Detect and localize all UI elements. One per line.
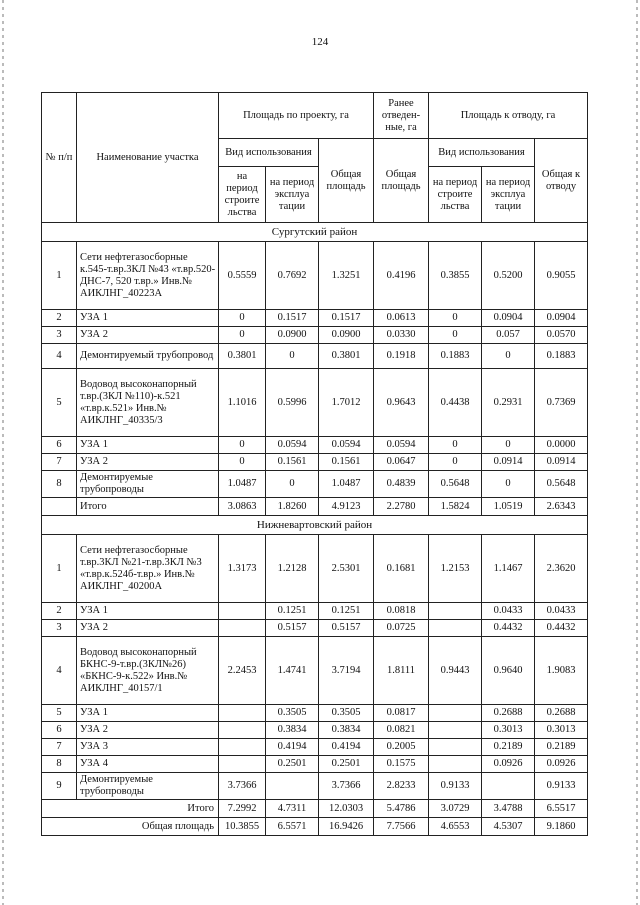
row-value: 0.1575: [374, 756, 429, 773]
row-value: 1.7012: [319, 369, 374, 437]
row-value: 0: [219, 310, 266, 327]
total-value: 5.4786: [374, 800, 429, 818]
row-num: 7: [42, 739, 77, 756]
row-value: 0.0914: [535, 454, 588, 471]
row-value: 3.7366: [219, 773, 266, 800]
row-name: УЗА 2: [77, 454, 219, 471]
row-name: Демонтируемый трубопровод: [77, 344, 219, 369]
row-value: 2.2453: [219, 637, 266, 705]
row-value: 0.1251: [266, 603, 319, 620]
total-value: 1.5824: [429, 498, 482, 516]
table-row: [42, 327, 588, 344]
table-row: [42, 437, 588, 454]
row-value: 1.3173: [219, 535, 266, 603]
row-value: 0.5200: [482, 242, 535, 310]
row-value: 0: [482, 344, 535, 369]
row-value: 0.0818: [374, 603, 429, 620]
table-row: [42, 369, 588, 437]
row-name: Водовод высоконапорный БКНС-9-т.вр.(3КЛ№26) «БКНС-9-к.522» Инв.№ АИКЛНГ_40157/1: [77, 637, 219, 705]
row-num: 7: [42, 454, 77, 471]
row-value: 0: [429, 327, 482, 344]
grand-total-value: 7.7566: [374, 818, 429, 836]
row-value: 0.3801: [219, 344, 266, 369]
row-value: 0.0926: [482, 756, 535, 773]
row-value: 0.2688: [535, 705, 588, 722]
row-value: 0.2005: [374, 739, 429, 756]
row-value: 0.0433: [482, 603, 535, 620]
row-value: 0.2688: [482, 705, 535, 722]
total-value: 12.0303: [319, 800, 374, 818]
row-value: 0.4194: [319, 739, 374, 756]
header-allot-area: Площадь к отводу, га: [429, 93, 588, 139]
section-title: Сургутский район: [42, 223, 588, 242]
total-value: 2.6343: [535, 498, 588, 516]
row-value: 0: [219, 437, 266, 454]
row-value: 0.1517: [266, 310, 319, 327]
row-name: УЗА 2: [77, 722, 219, 739]
row-value: 0.4196: [374, 242, 429, 310]
row-num: 6: [42, 722, 77, 739]
row-value: 0.1883: [429, 344, 482, 369]
row-name: Демонтируемые трубопроводы: [77, 773, 219, 800]
table-row: [42, 722, 588, 739]
row-value: [429, 705, 482, 722]
row-value: [429, 603, 482, 620]
row-value: 1.2153: [429, 535, 482, 603]
row-value: 0: [429, 310, 482, 327]
row-value: 0.0000: [535, 437, 588, 454]
row-value: 0.9133: [535, 773, 588, 800]
header-operation-allot: на период эксплуа тации: [482, 167, 535, 223]
row-value: 0.0821: [374, 722, 429, 739]
header-total-proj: Общая площадь: [319, 139, 374, 223]
total-value: 1.8260: [266, 498, 319, 516]
row-num: 4: [42, 344, 77, 369]
row-value: 0.0433: [535, 603, 588, 620]
row-value: 0.5157: [319, 620, 374, 637]
table-row: [42, 773, 588, 800]
section-row: [42, 516, 588, 535]
row-value: 0.1561: [266, 454, 319, 471]
row-value: 0.5648: [535, 471, 588, 498]
grand-total-row: [42, 818, 588, 836]
header-use-type-proj: Вид использования: [219, 139, 319, 167]
total-value: 7.2992: [219, 800, 266, 818]
row-value: 0.4194: [266, 739, 319, 756]
row-value: 2.3620: [535, 535, 588, 603]
row-value: [219, 603, 266, 620]
row-num: 1: [42, 535, 77, 603]
row-name: УЗА 1: [77, 603, 219, 620]
row-num: 3: [42, 327, 77, 344]
row-value: 3.7366: [319, 773, 374, 800]
row-value: 0: [266, 471, 319, 498]
row-value: 0.5157: [266, 620, 319, 637]
row-value: 0.0725: [374, 620, 429, 637]
row-value: 0.0594: [266, 437, 319, 454]
total-value: 3.4788: [482, 800, 535, 818]
row-value: 1.8111: [374, 637, 429, 705]
row-value: 0.9443: [429, 637, 482, 705]
row-name: УЗА 4: [77, 756, 219, 773]
section-title: Нижневартовский район: [42, 516, 588, 535]
row-value: 0.0900: [266, 327, 319, 344]
row-value: [482, 773, 535, 800]
header-num: № п/п: [42, 93, 77, 223]
row-num: 2: [42, 603, 77, 620]
row-value: [429, 620, 482, 637]
table-row: [42, 242, 588, 310]
row-value: 0.9133: [429, 773, 482, 800]
header-earlier: Ранее отведен-ные, га: [374, 93, 429, 139]
header-total-allot: Общая к отводу: [535, 139, 588, 223]
row-value: 1.2128: [266, 535, 319, 603]
row-value: 3.7194: [319, 637, 374, 705]
row-value: 0.3505: [319, 705, 374, 722]
row-num: 6: [42, 437, 77, 454]
row-value: 0.1251: [319, 603, 374, 620]
header-total-earlier: Общая площадь: [374, 139, 429, 223]
row-value: 0.3013: [535, 722, 588, 739]
row-value: 2.5301: [319, 535, 374, 603]
grand-total-value: 4.6553: [429, 818, 482, 836]
row-value: 0: [219, 327, 266, 344]
row-value: 0.0926: [535, 756, 588, 773]
row-value: [429, 756, 482, 773]
total-row: [42, 498, 588, 516]
header-proj-area: Площадь по проекту, га: [219, 93, 374, 139]
row-num: 8: [42, 471, 77, 498]
row-value: 1.1016: [219, 369, 266, 437]
row-num: 3: [42, 620, 77, 637]
row-value: [219, 620, 266, 637]
row-value: 1.0487: [319, 471, 374, 498]
row-value: 0.4438: [429, 369, 482, 437]
total-value: 3.0729: [429, 800, 482, 818]
total-label: Итого: [77, 498, 219, 516]
table-row: [42, 756, 588, 773]
row-value: 0: [429, 454, 482, 471]
total-value: 2.2780: [374, 498, 429, 516]
total-num-empty: [42, 498, 77, 516]
row-name: Сети нефтегазосборные т.вр.3КЛ №21-т.вр.3КЛ №3 «т.вр.к.524б-т.вр.» Инв.№ АИКЛНГ_40200А: [77, 535, 219, 603]
row-value: 0.1561: [319, 454, 374, 471]
row-value: 0.4839: [374, 471, 429, 498]
header-construction-proj: на период строите льства: [219, 167, 266, 223]
row-value: [266, 773, 319, 800]
row-name: УЗА 1: [77, 437, 219, 454]
row-value: 0.0817: [374, 705, 429, 722]
row-value: 0.3801: [319, 344, 374, 369]
page-number: 124: [311, 36, 329, 48]
row-value: 1.0487: [219, 471, 266, 498]
total-value: 3.0863: [219, 498, 266, 516]
total-label: Итого: [42, 800, 219, 818]
row-value: [429, 739, 482, 756]
header-use-type-allot: Вид использования: [429, 139, 535, 167]
row-value: 0.9643: [374, 369, 429, 437]
row-value: 0.5559: [219, 242, 266, 310]
grand-total-value: 9.1860: [535, 818, 588, 836]
row-value: 0.0900: [319, 327, 374, 344]
row-value: [219, 705, 266, 722]
row-value: 0.4432: [482, 620, 535, 637]
total-row: [42, 800, 588, 818]
section-row: [42, 223, 588, 242]
row-name: УЗА 1: [77, 310, 219, 327]
grand-total-value: 4.5307: [482, 818, 535, 836]
row-value: 0.2931: [482, 369, 535, 437]
row-value: 2.8233: [374, 773, 429, 800]
row-value: 0.1681: [374, 535, 429, 603]
row-value: [219, 739, 266, 756]
row-value: 0.0904: [482, 310, 535, 327]
row-value: 0.0330: [374, 327, 429, 344]
row-value: 0.0594: [374, 437, 429, 454]
row-value: 0.2501: [266, 756, 319, 773]
row-value: 0: [429, 437, 482, 454]
row-name: УЗА 3: [77, 739, 219, 756]
row-value: [429, 722, 482, 739]
table-row: [42, 603, 588, 620]
row-value: 0.2501: [319, 756, 374, 773]
row-num: 1: [42, 242, 77, 310]
row-name: УЗА 2: [77, 620, 219, 637]
scan-edge-right: [636, 0, 638, 905]
total-value: 1.0519: [482, 498, 535, 516]
grand-total-value: 10.3855: [219, 818, 266, 836]
header-operation-proj: на период эксплуа тации: [266, 167, 319, 223]
row-num: 4: [42, 637, 77, 705]
row-name: УЗА 2: [77, 327, 219, 344]
row-value: 0.5996: [266, 369, 319, 437]
row-num: 5: [42, 369, 77, 437]
row-value: 1.9083: [535, 637, 588, 705]
grand-total-value: 6.5571: [266, 818, 319, 836]
row-value: 0.5648: [429, 471, 482, 498]
table-row: [42, 739, 588, 756]
row-value: 0.0613: [374, 310, 429, 327]
row-value: 0.9055: [535, 242, 588, 310]
row-value: 0.0914: [482, 454, 535, 471]
row-value: 0.3834: [266, 722, 319, 739]
row-name: УЗА 1: [77, 705, 219, 722]
table-row: [42, 344, 588, 369]
row-value: 1.3251: [319, 242, 374, 310]
row-value: 1.1467: [482, 535, 535, 603]
total-value: 4.7311: [266, 800, 319, 818]
table-row: [42, 454, 588, 471]
table-row: [42, 471, 588, 498]
row-num: 8: [42, 756, 77, 773]
row-name: Водовод высоконапорный т.вр.(3КЛ №110)-к.521 «т.вр.к.521» Инв.№ АИКЛНГ_40335/3: [77, 369, 219, 437]
grand-total-label: Общая площадь: [42, 818, 219, 836]
table-row: [42, 535, 588, 603]
row-value: 0: [482, 471, 535, 498]
row-value: 0.3013: [482, 722, 535, 739]
land-area-table: [41, 92, 588, 836]
row-value: 0.9640: [482, 637, 535, 705]
row-value: 0.2189: [482, 739, 535, 756]
scan-edge-left: [2, 0, 4, 905]
row-value: 0.057: [482, 327, 535, 344]
row-value: 0.7369: [535, 369, 588, 437]
table-row: [42, 620, 588, 637]
row-name: Сети нефтегазосборные к.545-т.вр.3КЛ №43 «т.вр.520-ДНС-7, 520 т.вр.» Инв.№ АИКЛНГ_40223А: [77, 242, 219, 310]
row-value: 0.7692: [266, 242, 319, 310]
row-value: 0.0570: [535, 327, 588, 344]
row-value: 1.4741: [266, 637, 319, 705]
total-value: 4.9123: [319, 498, 374, 516]
row-value: 0.0647: [374, 454, 429, 471]
row-value: 0.1883: [535, 344, 588, 369]
table-row: [42, 310, 588, 327]
table-row: [42, 637, 588, 705]
row-value: 0.3834: [319, 722, 374, 739]
grand-total-value: 16.9426: [319, 818, 374, 836]
row-value: 0: [266, 344, 319, 369]
total-value: 6.5517: [535, 800, 588, 818]
row-num: 9: [42, 773, 77, 800]
row-value: [219, 722, 266, 739]
row-value: 0.0904: [535, 310, 588, 327]
header-name: Наименование участка: [77, 93, 219, 223]
row-value: 0.1517: [319, 310, 374, 327]
row-num: 2: [42, 310, 77, 327]
row-num: 5: [42, 705, 77, 722]
header-construction-allot: на период строите льства: [429, 167, 482, 223]
row-value: 0.2189: [535, 739, 588, 756]
row-value: 0.3505: [266, 705, 319, 722]
row-value: [219, 756, 266, 773]
row-value: 0: [482, 437, 535, 454]
row-value: 0: [219, 454, 266, 471]
row-value: 0.0594: [319, 437, 374, 454]
row-value: 0.3855: [429, 242, 482, 310]
row-value: 0.4432: [535, 620, 588, 637]
row-name: Демонтируемые трубопроводы: [77, 471, 219, 498]
table-row: [42, 705, 588, 722]
row-value: 0.1918: [374, 344, 429, 369]
